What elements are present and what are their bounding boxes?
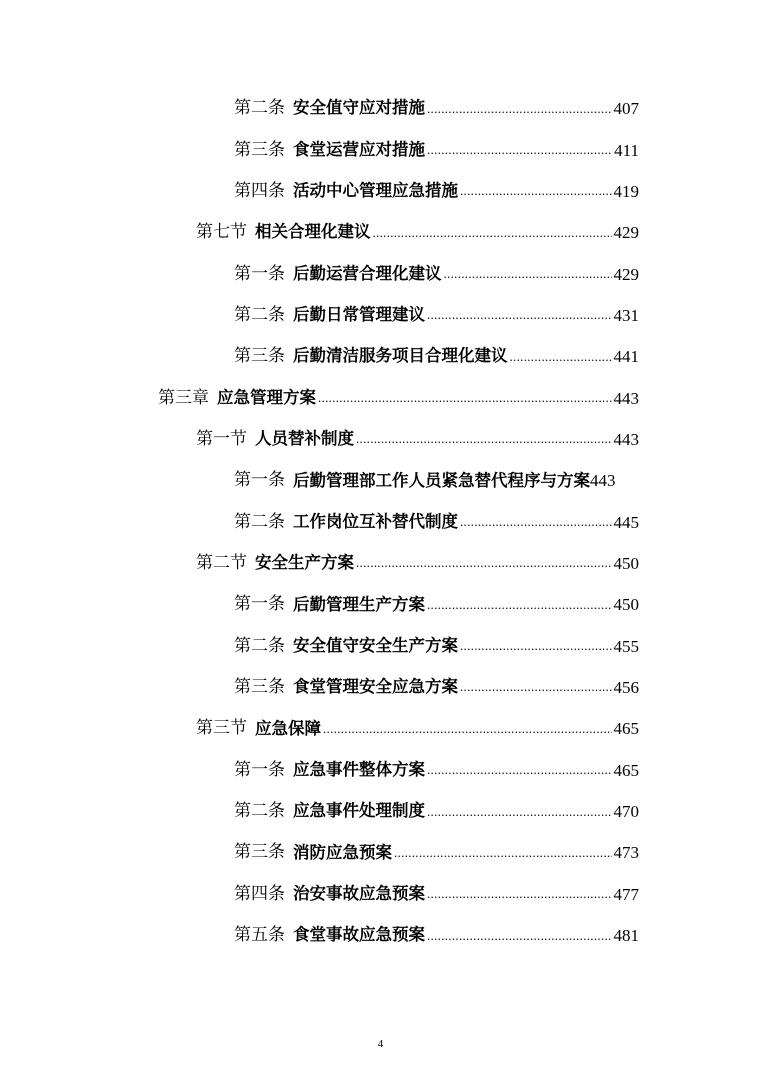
toc-entry-label: 第二节 xyxy=(196,552,247,573)
toc-dot-leader xyxy=(427,598,612,616)
toc-entry[interactable] xyxy=(0,419,761,460)
toc-entry[interactable] xyxy=(0,708,761,749)
toc-entry-title: 工作岗位互补替代制度 xyxy=(293,511,458,531)
toc-entry-row xyxy=(234,885,761,903)
toc-entry-row xyxy=(234,306,761,324)
toc-entry-page: 465 xyxy=(613,719,639,739)
toc-entry-row xyxy=(234,637,761,655)
toc-entry-label: 第一节 xyxy=(196,428,247,449)
toc-entry-page: 407 xyxy=(613,99,639,119)
toc-entry-title: 应急事件处理制度 xyxy=(293,801,425,821)
toc-entry-row xyxy=(234,141,761,159)
toc-entry-row xyxy=(234,265,761,283)
toc-entry-title: 相关合理化建议 xyxy=(255,222,371,242)
toc-dot-leader xyxy=(427,887,612,905)
toc-entry-title: 后勤日常管理建议 xyxy=(293,305,425,325)
toc-entry-label: 第二条 xyxy=(234,304,285,325)
toc-entry-page: 445 xyxy=(613,512,639,532)
toc-entry-row xyxy=(234,182,761,200)
toc-entry-label: 第五条 xyxy=(234,925,285,946)
toc-entry-title: 活动中心管理应急措施 xyxy=(293,181,458,201)
toc-entry-label: 第二条 xyxy=(234,801,285,822)
toc-entry-row xyxy=(234,348,761,366)
toc-dot-leader xyxy=(356,556,612,574)
toc-entry-page: 429 xyxy=(613,264,639,284)
toc-dot-leader xyxy=(427,143,612,161)
toc-entry-page: 431 xyxy=(613,305,639,325)
toc-entry-label: 第七节 xyxy=(196,222,247,243)
toc-entry-title: 后勤管理生产方案 xyxy=(293,594,425,614)
toc-entry-title: 后勤管理部工作人员紧急替代程序与方案 xyxy=(293,470,590,490)
toc-entry-row xyxy=(234,513,761,531)
toc-entry-row xyxy=(234,100,761,118)
toc-dot-leader xyxy=(427,805,612,823)
toc-entry-page: 455 xyxy=(613,636,639,656)
toc-entry-title: 人员替补制度 xyxy=(255,429,354,449)
toc-entry-label: 第一条 xyxy=(234,594,285,615)
toc-entry-title: 后勤清洁服务项目合理化建议 xyxy=(293,346,508,366)
toc-dot-leader xyxy=(427,929,612,947)
toc-entry-row xyxy=(196,720,761,738)
toc-entry[interactable] xyxy=(0,253,761,294)
toc-entry[interactable] xyxy=(0,915,761,956)
toc-entry-title: 应急保障 xyxy=(255,718,321,738)
toc-entry-page: 477 xyxy=(613,884,639,904)
toc-entry-title: 食堂运营应对措施 xyxy=(293,139,425,159)
toc-entry-label: 第一条 xyxy=(234,470,285,491)
toc-entry[interactable] xyxy=(0,832,761,873)
toc-dot-leader xyxy=(323,722,612,740)
toc-entry-label: 第二条 xyxy=(234,511,285,532)
toc-entry-page: 465 xyxy=(613,760,639,780)
toc-entry-page: 411 xyxy=(614,140,639,160)
toc-entry-label: 第三节 xyxy=(196,718,247,739)
toc-entry-title: 应急事件整体方案 xyxy=(293,759,425,779)
toc-entry-label: 第三条 xyxy=(234,676,285,697)
toc-dot-leader xyxy=(460,515,612,533)
toc-entry-page: 419 xyxy=(613,181,639,201)
toc-entry-title: 食堂事故应急预案 xyxy=(293,925,425,945)
toc-dot-leader xyxy=(460,184,612,202)
toc-entry-title: 消防应急预案 xyxy=(293,842,392,862)
toc-entry[interactable] xyxy=(0,543,761,584)
toc-entry-label: 第一条 xyxy=(234,263,285,284)
toc-entry-title: 食堂管理安全应急方案 xyxy=(293,677,458,697)
toc-entry-label: 第三条 xyxy=(234,346,285,367)
toc-entry[interactable] xyxy=(0,874,761,915)
toc-entry[interactable] xyxy=(0,750,761,791)
toc-dot-leader xyxy=(427,763,612,781)
toc-entry-label: 第三章 xyxy=(158,387,209,408)
toc-dot-leader xyxy=(460,680,612,698)
toc-entry[interactable] xyxy=(0,171,761,212)
toc-entry[interactable] xyxy=(0,501,761,542)
toc-entry-page: 473 xyxy=(613,843,639,863)
toc-entry-page: 443 xyxy=(590,471,616,491)
toc-entry-row xyxy=(234,761,761,779)
toc-entry-page: 456 xyxy=(613,677,639,697)
toc-entry-row xyxy=(196,430,761,448)
toc-entry-label: 第二条 xyxy=(234,98,285,119)
toc-entry-label: 第三条 xyxy=(234,842,285,863)
toc-dot-leader xyxy=(460,639,612,657)
toc-entry[interactable] xyxy=(0,295,761,336)
toc-entry-title: 后勤运营合理化建议 xyxy=(293,263,442,283)
toc-entry-page: 443 xyxy=(613,388,639,408)
toc-entry-title: 安全生产方案 xyxy=(255,553,354,573)
toc-entry-row xyxy=(234,678,761,696)
toc-entry[interactable] xyxy=(0,212,761,253)
toc-dot-leader xyxy=(510,350,612,368)
toc-entry-row xyxy=(158,389,761,407)
toc-entry-label: 第一条 xyxy=(234,759,285,780)
toc-entry-page: 450 xyxy=(613,595,639,615)
toc-entry[interactable] xyxy=(0,88,761,129)
toc-entry[interactable] xyxy=(0,791,761,832)
toc-entry[interactable] xyxy=(0,377,761,418)
toc-entry-page: 450 xyxy=(613,553,639,573)
toc-entry-label: 第三条 xyxy=(234,139,285,160)
toc-entry[interactable] xyxy=(0,625,761,666)
toc-entry-title: 安全值守应对措施 xyxy=(293,98,425,118)
toc-entry-label: 第四条 xyxy=(234,883,285,904)
toc-dot-leader xyxy=(427,102,612,120)
toc-entry-row xyxy=(234,844,761,862)
toc-entry-title: 安全值守安全生产方案 xyxy=(293,635,458,655)
toc-entry-page: 429 xyxy=(613,223,639,243)
toc-entry[interactable] xyxy=(0,129,761,170)
toc-entry-label: 第四条 xyxy=(234,180,285,201)
toc-entry-page: 481 xyxy=(613,926,639,946)
toc-entry-row xyxy=(234,803,761,821)
toc-entry-label: 第二条 xyxy=(234,635,285,656)
toc-entry-row xyxy=(234,472,761,489)
toc-dot-leader xyxy=(427,308,612,326)
toc-entry-row xyxy=(234,927,761,945)
toc-dot-leader xyxy=(394,846,612,864)
toc-dot-leader xyxy=(373,226,612,244)
table-of-contents xyxy=(0,88,761,956)
toc-entry-title: 应急管理方案 xyxy=(217,387,316,407)
toc-entry[interactable] xyxy=(0,584,761,625)
toc-entry[interactable] xyxy=(0,460,761,501)
page-number: 4 xyxy=(377,1038,384,1050)
toc-entry-page: 443 xyxy=(613,429,639,449)
toc-entry-row xyxy=(196,224,761,242)
toc-entry-row xyxy=(234,596,761,614)
toc-entry[interactable] xyxy=(0,336,761,377)
toc-dot-leader xyxy=(356,432,612,450)
toc-entry-page: 470 xyxy=(613,802,639,822)
toc-entry[interactable] xyxy=(0,667,761,708)
toc-entry-page: 441 xyxy=(613,347,639,367)
toc-dot-leader xyxy=(318,391,612,409)
toc-entry-row xyxy=(196,554,761,572)
toc-dot-leader xyxy=(444,267,612,285)
toc-entry-title: 治安事故应急预案 xyxy=(293,883,425,903)
